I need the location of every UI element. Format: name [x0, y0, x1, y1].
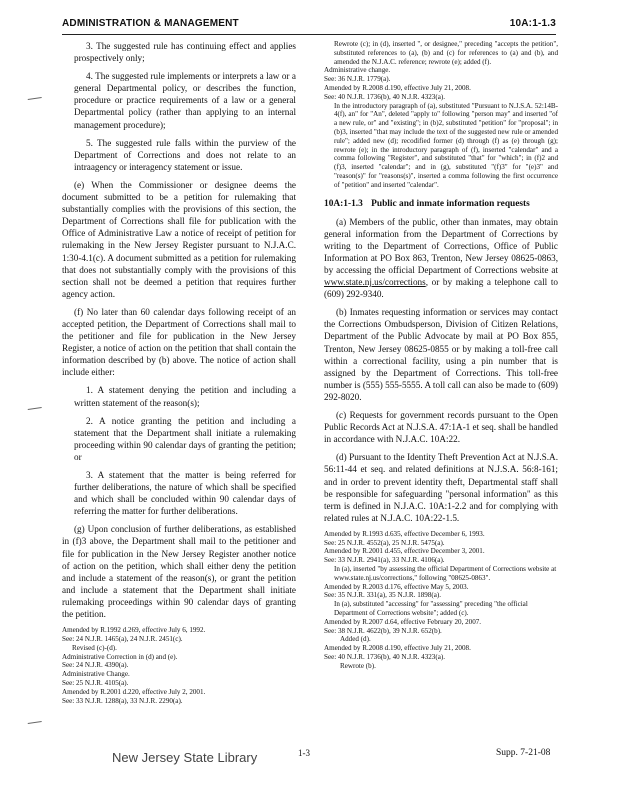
- paragraph-text: (d) Pursuant to the Identity Theft Prevention Act at N.J.S.A. 56:11-44 et seq. and related definitions at N.J.S.A. 56:8-161; and in order to prevent identity theft, Departmental staff shall be responsible for safeguarding "personal information" as this term is defined in N.J.A.C. 10A:1-2.2 and for complying with related rules at N.J.A.C. 10A:22-1.5.: [324, 452, 558, 523]
- history-note: Amended by R.2008 d.190, effective July 21, 2008.: [324, 644, 471, 653]
- supplement-date: Supp. 7-21-08: [496, 748, 551, 758]
- history-note: Administrative Correction in (d) and (e).: [62, 652, 178, 661]
- list-item: 2. A notice granting the petition and including a statement that the Department shall initiate a rulemaking proceeding within 90 calendar days of granting the petition; or: [74, 415, 296, 462]
- history-note: See: 24 N.J.R. 4390(a).: [62, 661, 129, 670]
- history-note: Rewrote (c); in (d), inserted ", or designee," preceding "accepts the petition", substituted references to (a), (b) and (c) for references to (a) and (b), and amended the N.J.A.C. reference; rewrote (e); added (f).: [334, 40, 558, 66]
- margin-mark: [28, 97, 43, 104]
- left-paragraphs: [62, 40, 296, 620]
- history-note: See: 25 N.J.R. 4105(a).: [62, 678, 129, 687]
- paragraph: (f) No later than 60 calendar days following receipt of an accepted petition, the Department of Corrections shall mail to the petitioner and file for publication in the New Jersey Register, a notice of action on the petition that shall contain the information described by (b) above. The notice of action shall include either:: [62, 306, 296, 378]
- list-item: 3. A statement that the matter is being referred for further deliberations, the nature of which shall be specified and which shall be concluded within 90 calendar days of referring the matter for further deliberations.: [74, 470, 296, 517]
- right-history-notes-top: [324, 40, 558, 190]
- right-history-notes: [324, 530, 558, 671]
- history-note: Rewrote (b).: [340, 661, 376, 670]
- paragraph: [324, 306, 558, 403]
- history-note: Amended by R.2007 d.64, effective February 20, 2007.: [324, 617, 482, 626]
- section-title: Public and inmate information requests: [371, 198, 530, 209]
- history-note: In the introductory paragraph of (a), substituted "Pursuant to N.J.S.A. 52:14B-4(f), an" for "An", deleted "apply to" following "person may" and inserted "of a new rule, or" and "existing"; in (b)2, substituted "petition" for "proposal"; in (b)3, inserted "that may include the text of the suggested new rule or amended rule"; added new (d); recodified former (d) through (f) as (e) through (g); rewrote (e); in the introductory paragraph of (f), inserted "calendar" and a comma following "Register", and substituted "that" for "which"; in (f)2 and (f)3, inserted "calendar"; and in (g), substituted "(f)3" for "(e)3" and "reason(s)" for "reasons(s)", inserted a comma following the first occurrence of "petition" and inserted "calendar".: [334, 101, 558, 189]
- history-note: In (a), inserted "by assessing the official Department of Corrections website at www.state.nj.us/corrections," following "08625-0863".: [334, 565, 557, 582]
- section-heading: [324, 198, 558, 210]
- paragraph: (g) Upon conclusion of further deliberations, as established in (f)3 above, the Department shall mail to the petitioner and file for publication in the New Jersey Register another notice of action on the petition, which shall either deny the petition and include a statement of the reason(s), or grant the petition and include a statement that the Department shall initiate rulemaking proceedings within 90 calendar days of granting the petition.: [62, 524, 296, 620]
- paragraph-text: (c) Requests for government records pursuant to the Open Public Records Act at N.J.S.A. 47:1A-1 et seq. shall be handled in accordance with N.J.A.C. 10A:22.: [324, 410, 558, 445]
- margin-mark: [28, 407, 43, 414]
- history-note: Amended by R.2001 d.455, effective December 3, 2001.: [324, 547, 485, 556]
- list-item: 3. The suggested rule has continuing effect and applies prospectively only;: [74, 41, 296, 64]
- history-note: See: 38 N.J.R. 4622(b), 39 N.J.R. 652(b).: [324, 626, 442, 635]
- history-note: Amended by R.2008 d.190, effective July 21, 2008.: [324, 83, 471, 92]
- paragraph-text: (b) Inmates requesting information or services may contact the Corrections Ombudsperson, Division of Citizen Relations, Department of the Public Advocate by mail at PO Box 855, Trenton, New Jersey 08625-0855 or by making a toll-free call within a correctional facility, using a pin number that is assigned by the Department of Corrections. This toll-free number is (555) 555-5555. A toll call can also be made to (609) 292-8020.: [324, 307, 558, 402]
- page-number: 1-3: [298, 748, 310, 758]
- list-item: 5. The suggested rule falls within the purview of the Department of Corrections and does not relate to an intraagency or interagency statement or issue.: [74, 137, 296, 172]
- header-rule: [62, 34, 556, 35]
- history-note: Revised (c)-(d).: [72, 643, 117, 652]
- history-note: Amended by R.1993 d.635, effective December 6, 1993.: [324, 529, 485, 538]
- paragraph: (e) When the Commissioner or designee deems the document submitted to be a petition for rulemaking that substantially complies with the provisions of this section, the Department of Corrections shall file for publication with the Office of Administrative Law a notice of receipt of petition for rulemaking in the New Jersey Register pursuant to N.J.A.C. 1:30-4.1(c). A document submitted as a petition for rulemaking that does not substantially comply with the provisions of this section shall not be deemed a petition that requires further agency action.: [62, 179, 296, 299]
- paragraph: [324, 216, 558, 301]
- history-note: Amended by R.2001 d.220, effective July 2, 2001.: [62, 687, 206, 696]
- paragraph: [324, 451, 558, 524]
- header-title: ADMINISTRATION & MANAGEMENT: [62, 18, 239, 29]
- history-note: See: 33 N.J.R. 2941(a), 33 N.J.R. 4106(a).: [324, 556, 445, 565]
- history-note: In (a), substituted "accessing" for "assessing" preceding "the official Department of Corrections website"; added (c).: [334, 600, 528, 618]
- history-note: See: 40 N.J.R. 1736(b), 40 N.J.R. 4323(a).: [324, 653, 445, 662]
- header-section: 10A:1-1.3: [509, 18, 556, 29]
- list-item: 4. The suggested rule implements or interprets a law or a general Departmental policy, or describes the function, procedure or practice requirements of a law or a general Departmental policy (rather than applying to an internal management procedure);: [74, 71, 296, 130]
- history-note: See: 36 N.J.R. 1779(a).: [324, 75, 391, 84]
- list-item: 1. A statement denying the petition and including a written statement of the reason(s);: [74, 385, 296, 408]
- history-note: Administrative Change.: [62, 670, 130, 679]
- library-watermark: New Jersey State Library: [112, 750, 258, 765]
- history-note: See: 25 N.J.R. 4552(a), 25 N.J.R. 5475(a).: [324, 538, 445, 547]
- right-column: [324, 40, 558, 671]
- paragraph-text: , or by making a telephone call to (609) 292-9340.: [324, 277, 558, 300]
- right-paragraphs: [324, 216, 558, 524]
- left-column: [62, 40, 296, 705]
- website-link[interactable]: www.state.nj.us/corrections: [324, 277, 426, 288]
- history-note: Administrative change.: [324, 66, 391, 75]
- margin-mark: [28, 721, 43, 728]
- left-history-notes: [62, 626, 296, 705]
- history-note: Amended by R.1992 d.269, effective July 6, 1992.: [62, 626, 206, 635]
- history-note: See: 24 N.J.R. 1465(a), 24 N.J.R. 2451(c).: [62, 634, 183, 643]
- history-note: Amended by R.2003 d.176, effective May 5, 2003.: [324, 582, 469, 591]
- history-note: Added (d).: [340, 635, 371, 644]
- section-number: 10A:1-1.3: [324, 198, 363, 209]
- paragraph: [324, 409, 558, 445]
- history-note: See: 40 N.J.R. 1736(b), 40 N.J.R. 4323(a).: [324, 92, 445, 101]
- history-note: See: 35 N.J.R. 331(a), 35 N.J.R. 1898(a).: [324, 591, 442, 600]
- paragraph-text: (a) Members of the public, other than inmates, may obtain general information from the Department of Corrections by writing to the Department of Corrections, Office of Public Information at PO Box 863, Trenton, New Jersey 08625-0863, by accessing the official Department of Corrections website at: [324, 216, 558, 276]
- history-note: See: 33 N.J.R. 1288(a), 33 N.J.R. 2290(a).: [62, 696, 183, 705]
